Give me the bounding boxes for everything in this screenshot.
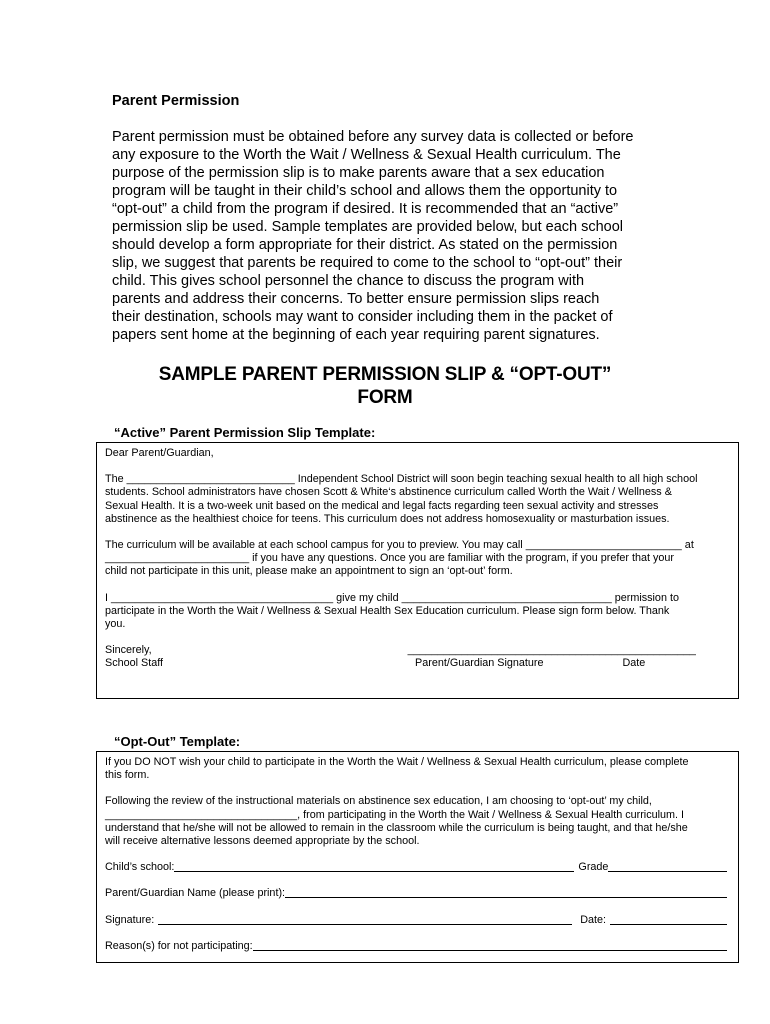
- body-line: you.: [105, 618, 126, 631]
- intro-line: Parent permission must be obtained before any survey data is collected or before: [112, 129, 634, 145]
- body-line: students. School administrators have chosen Scott & White‘s abstinence curriculum called Worth the Wait / Wellness &: [105, 486, 672, 499]
- signature-label-row: [105, 657, 730, 670]
- body-line: If you DO NOT wish your child to participate in the Worth the Wait / Wellness & Sexual Health curriculum, please complete: [105, 756, 689, 768]
- intro-line: purpose of the permission slip is to make parents aware that a sex education: [112, 165, 605, 181]
- intro-line: parents and address their concerns. To better ensure permission slips reach: [112, 291, 600, 307]
- section-heading: Parent Permission: [112, 93, 240, 109]
- main-title-line: SAMPLE PARENT PERMISSION SLIP & “OPT-OUT”: [158, 364, 612, 385]
- childs-school-row: [105, 861, 727, 874]
- intro-line: child. This gives school personnel the chance to discuss the program with: [112, 273, 585, 289]
- parent-signature-label: Parent/Guardian Signature: [415, 657, 544, 670]
- grade-label: Grade: [578, 861, 609, 874]
- main-title-line: FORM: [357, 387, 413, 408]
- body-line: ________________________________, from participating in the Worth the Wait / Wellness & Sexual Health curriculum. I: [105, 808, 684, 821]
- parent-name-row: [105, 887, 727, 900]
- childs-school-field[interactable]: [174, 861, 574, 872]
- intro-line: “opt-out” a child from the program if desired. It is recommended that an “active”: [112, 201, 619, 217]
- intro-line: program will be taught in their child’s school and allows them the opportunity to: [112, 183, 618, 199]
- body-line: The curriculum will be available at each school campus for you to preview. You may call __________________________ at: [105, 539, 694, 552]
- parent-name-field[interactable]: [285, 887, 727, 898]
- body-line: will receive alternative lessons deemed appropriate by the school.: [105, 835, 420, 848]
- body-line: abstinence as the healthiest choice for teens. This curriculum does not address homosexuality or masturbation issues.: [105, 512, 670, 525]
- signature-line-row: [105, 644, 730, 657]
- date-label: Date: [622, 657, 646, 670]
- greeting: Dear Parent/Guardian,: [105, 447, 214, 459]
- body-line: The ____________________________ Independent School District will soon begin teaching sexual health to all high school: [105, 473, 698, 486]
- body-line: participate in the Worth the Wait / Wellness & Sexual Health Sex Education curriculum. Please sign form below. Thank: [105, 604, 670, 617]
- reasons-row: [105, 940, 727, 953]
- intro-line: their destination, schools may want to consider including them in the packet of: [112, 309, 613, 325]
- signature-row: [105, 914, 727, 927]
- date-label: Date:: [580, 913, 607, 926]
- signature-line[interactable]: ________________________________________________: [407, 644, 696, 657]
- intro-line: any exposure to the Worth the Wait / Wellness & Sexual Health curriculum. The: [112, 147, 621, 163]
- body-line: Sexual Health. It is a two-week unit based on the medical and legal facts regarding teen sexual activity and stresses: [105, 499, 659, 512]
- active-template-label: “Active” Parent Permission Slip Template:: [114, 425, 376, 440]
- grade-field[interactable]: [608, 861, 727, 872]
- parent-name-label: Parent/Guardian Name (please print):: [105, 887, 286, 900]
- date-field[interactable]: [610, 914, 727, 925]
- body-line: this form.: [105, 769, 150, 782]
- signature-field[interactable]: [158, 914, 572, 925]
- active-template-box: [96, 442, 739, 699]
- signature-label: Signature:: [105, 913, 155, 926]
- optout-template-box: [96, 751, 739, 963]
- reasons-label: Reason(s) for not participating:: [105, 939, 253, 952]
- body-line: child not participate in this unit, please make an appointment to sign an ‘opt-out’ form.: [105, 565, 513, 578]
- body-line: Following the review of the instructional materials on abstinence sex education, I am choosing to ‘opt-out’ my child,: [105, 795, 652, 808]
- childs-school-label: Child’s school:: [105, 861, 175, 874]
- body-line: ________________________ if you have any questions. Once you are familiar with the program, if you prefer that your: [105, 552, 675, 565]
- body-line: I _____________________________________ give my child ___________________________________ permission to: [105, 591, 679, 604]
- optout-template-label: “Opt-Out” Template:: [114, 734, 241, 749]
- intro-line: papers sent home at the beginning of each year requiring parent signatures.: [112, 327, 600, 343]
- intro-paragraph: [112, 128, 672, 344]
- main-title: [100, 363, 670, 409]
- school-staff-text: School Staff: [105, 657, 164, 670]
- intro-line: should develop a form appropriate for their district. As stated on the permission: [112, 237, 618, 253]
- body-line: understand that he/she will not be allowed to remain in the classroom while the curriculum is being taught, and that he/she: [105, 821, 688, 834]
- reasons-field[interactable]: [253, 940, 727, 951]
- sincerely-text: Sincerely,: [105, 644, 152, 657]
- intro-line: permission slip be used. Sample templates are provided below, but each school: [112, 219, 624, 235]
- intro-line: slip, we suggest that parents be required to come to the school to “opt-out” their: [112, 255, 623, 271]
